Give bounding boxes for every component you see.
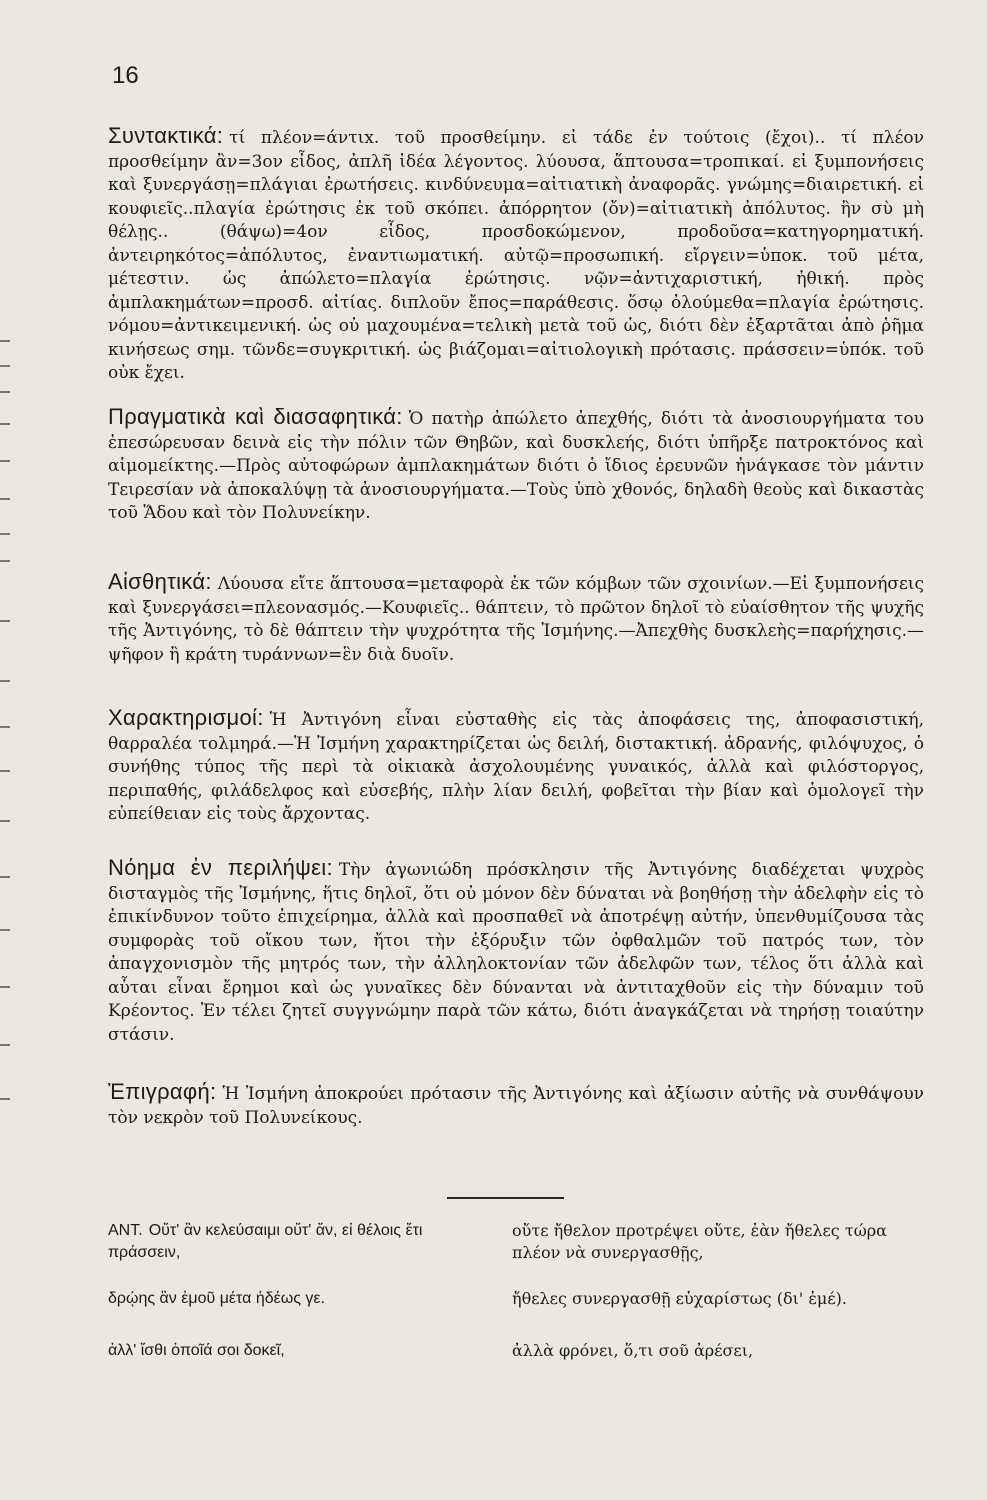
verse-greek-2: δρῴης ἂν ἐμοῦ μέτα ἡδέως γε. <box>108 1290 325 1307</box>
section-heading: Νόημα ἐν περιλήψει: <box>108 855 333 880</box>
verse-translation-2: ἤθελες συνεργασθῇ εὐχαρίστως (δι' ἐμέ). <box>512 1289 847 1308</box>
section-heading: Ἐπιγραφή: <box>108 1079 217 1104</box>
section-noima <box>108 856 924 1047</box>
verse-translation-3: ἀλλὰ φρόνει, ὅ,τι σοῦ ἀρέσει, <box>512 1341 754 1360</box>
section-heading: Πραγματικὰ καὶ διασαφητικά: <box>108 404 403 429</box>
section-body: Ἡ Ἀντιγόνη εἶναι εὐσταθὴς εἰς τὰς ἀποφάσεις της, ἀποφασιστική, θαρραλέα τολμηρά.—Ἡ Ἰσμήνη χαρακτηρίζεται ὡς δειλή, διστακτική. ἀδρανής, φιλόψυχος, ὁ συνήθης τύπος τῆς περὶ τὰ οἰκιακὰ ἀσχολουμένης γυναικός, ἀλλὰ καὶ φιλόστοργος, περιπαθής, φιλάδελφος καὶ εὐσεβής, πλὴν λίαν δειλή, φοβεῖται τὴν βίαν καὶ ὁμολογεῖ τὴν εὐπείθειαν εἰς τοὺς ἄρχοντας. <box>108 710 924 824</box>
section-pragmatika <box>108 405 924 526</box>
section-body: Τὴν ἀγωνιώδη πρόσκλησιν τῆς Ἀντιγόνης διαδέχεται ψυχρὸς δισταγμὸς τῆς Ἰσμήνης, ἥτις δηλοῖ, ὅτι οὐ μόνον δὲν δύναται νὰ βοηθήσῃ τὴν ἀδελφὴν εἰς τὸ ἐπικίνδυνον τοῦτο ἐπιχείρημα, ἀλλὰ καὶ προσπαθεῖ νὰ ἀποτρέψῃ αὐτήν, ὑπενθυμίζουσα τὰς συμφορὰς τοῦ οἴκου των, ἤτοι τὴν ἐξόρυξιν τῶν ὀφθαλμῶν τοῦ πατρός των, τὸν ἀπαγχονισμὸν τῆς μητρός των, τὴν ἀλληλοκτονίαν τῶν ἀδελφῶν των, τέλος ὅτι ἀλλὰ καὶ αὗται εἶναι ἔρημοι καὶ ὡς γυναῖκες δὲν δύνανται νὰ ἀντιταχθοῦν εἰς τὴν δύναμιν τοῦ Κρέοντος. Ἐν τέλει ζητεῖ συγγνώμην παρὰ τῶν κάτω, διότι ἀναγκάζεται νὰ τηρήσῃ τοιαύτην στάσιν. <box>108 860 924 1045</box>
section-body: τί πλέον=άντιx. τοῦ προσθείμην. εἰ τάδε ἐν τούτοις (ἔχοι).. τί πλέον προσθείμην ἂν=3ον εἶδος, ἀπλῆ ἰδέα λέγοντος. λύουσα, ἅπτουσα=τροπικαί. εἰ ξυμπονήσεις καὶ ξυνεργάσῃ=πλάγιαι ἐρωτήσεις. κινδύνευμα=αἰτιατικὴ ἀναφορᾶς. γνώμης=διαιρετική. εἰ κουφιεῖς..πλαγία ἐρώτησις ἐκ τοῦ σκόπει. ἀπόρρητον (ὄν)=αἰτιατικὴ ἀπόλυτος. ἢν σὺ μὴ θέλῃς.. (θάψω)=4ον εἶδος, προσδοκώμενον, προδοῦσα=κατηγορηματική. ἀντειρηκότος=ἀπόλυτος, ἐναντιωματική. αὐτῷ=προσωπική. εἴργειν=ὑποκ. τοῦ μέτα, μέτεστιν. ὡς ἀπώλετο=πλαγία ἐρώτησις. νῷν=ἀντιχαριστική, ἠθική. πρὸς ἀμπλακημάτων=προσδ. αἰτίας. διπλοῦν ἔπος=παράθεσις. ὅσῳ ὀλούμεθα=πλαγία ἐρώτησις. νόμου=ἀντικειμενική. ὡς οὐ μαχουμένα=τελικὴ μετὰ τοῦ ὡς, διότι δὲν ἐξαρτᾶται ἀπὸ ῥῆμα κινήσεως σημ. τῶνδε=συγκριτική. ὡς βιάζομαι=αἰτιολογικὴ πρότασις. πράσσειν=ὑπόκ. τοῦ οὐκ ἔχει. <box>108 128 924 383</box>
section-heading: Χαρακτηρισμοί: <box>108 705 264 730</box>
section-aisthitika <box>108 570 924 667</box>
section-epigrafi <box>108 1080 924 1130</box>
section-body: Λύουσα εἴτε ἅπτουσα=μεταφορὰ ἐκ τῶν κόμβων τῶν σχοινίων.—Εἰ ξυμπονήσεις καὶ ξυνεργάσει=πλεονασμός.—Κουφιεῖς.. θάπτειν, τὸ πρῶτον δηλοῖ τὸ εὐαίσθητον τῆς ψυχῆς τῆς Ἀντιγόνης, τὸ δὲ θάπτειν τὴν ψυχρότητα τῆς Ἰσμήνης.—Ἀπεχθὴς δυσκλεὴς=παρήχησις.—ψῆφον ἢ κράτη τυράννων=ἓν διὰ δυοῖν. <box>108 574 924 665</box>
verse-greek-1 <box>108 1220 498 1264</box>
verse-text: Οὔτ' ἂν κελεύσαιμι οὔτ' ἄν, εἰ θέλοις ἔτι πράσσειν, <box>108 1222 423 1261</box>
verse-translation-1: οὔτε ἤθελον προτρέψει οὔτε, ἐὰν ἤθελες τώρα πλέον νὰ συνεργασθῇς, <box>512 1221 887 1262</box>
page-number: 16 <box>112 62 139 89</box>
section-charaktirismoi <box>108 706 924 827</box>
section-body: Ἡ Ἰσμήνη ἀποκρούει πρότασιν τῆς Ἀντιγόνης καὶ ἀξίωσιν αὐτῆς νὰ συνθάψουν τὸν νεκρὸν τοῦ Πολυνείκους. <box>108 1084 924 1128</box>
speaker-label: ΑΝΤ. <box>108 1222 143 1239</box>
section-syntaktika <box>108 124 924 386</box>
section-heading: Αἰσθητικά: <box>108 569 212 594</box>
section-divider <box>447 1197 564 1199</box>
section-heading: Συντακτικά: <box>108 123 224 148</box>
verse-greek-3: ἀλλ' ἴσθι ὁποῖά σοι δοκεῖ, <box>108 1342 285 1359</box>
section-body: Ὁ πατὴρ ἀπώλετο ἀπεχθής, διότι τὰ ἀνοσιουργήματα του ἐπεσώρευσαν δεινὰ εἰς τὴν πόλιν τῶν Θηβῶν, καὶ δυσκλεής, διότι ὑπῆρξε πατροκτόνος καὶ αἱμομείκτης.—Πρὸς αὐτοφώρων ἀμπλακημάτων διότι ὁ ἴδιος ἐρευνῶν ἠνάγκασε τὸν μάντιν Τειρεσίαν νὰ ἀποκαλύψῃ τὰ ἀνοσιουργήματα.—Τοὺς ὑπὸ χθονός, δηλαδὴ θεοὺς καὶ δικαστὰς τοῦ Ἅδου καὶ τὸν Πολυνείκην. <box>108 409 924 523</box>
